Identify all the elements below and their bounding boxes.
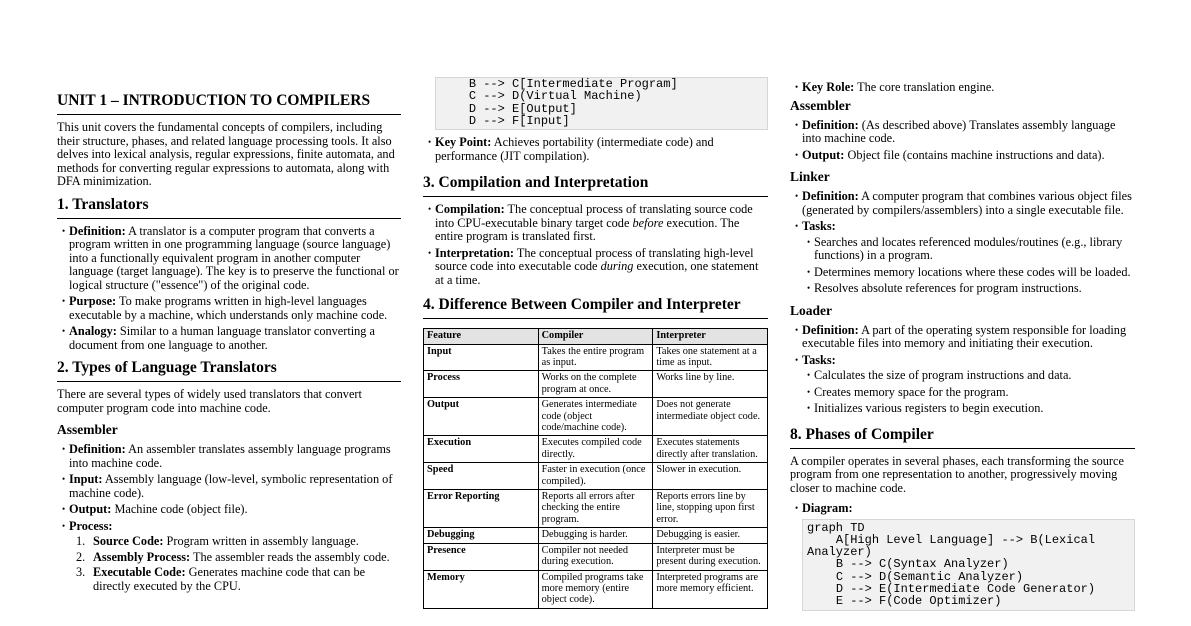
list-item: • Calculates the size of program instructions and data.: [802, 369, 1135, 383]
section-heading-types: 2. Types of Language Translators: [57, 359, 401, 382]
column-3: [790, 0, 1135, 626]
page-title: UNIT 1 – INTRODUCTION TO COMPILERS: [57, 92, 401, 115]
comparison-table: [423, 328, 768, 609]
section-heading-phases: 8. Phases of Compiler: [790, 426, 1135, 449]
table-cell-interpreter: Works line by line.: [653, 371, 768, 398]
section-heading-difference: 4. Difference Between Compiler and Interpreter: [423, 296, 768, 319]
table-row: [424, 528, 768, 543]
process-steps: [69, 535, 401, 593]
list-item: • Initializes various registers to begin execution.: [802, 402, 1135, 416]
table-cell-feature: Input: [424, 344, 539, 371]
code-block-phases: graph TD A[High Level Language] --> B(Lexical Analyzer) B --> C(Syntax Analyzer) C --> D(Semantic Analyzer) D --> E(Intermediate Code Generator) E --> F(Code Optimizer): [802, 519, 1135, 611]
table-row: [424, 463, 768, 490]
table-cell-compiler: Compiled programs take more memory (entire object code).: [538, 570, 653, 608]
linker-details: [790, 190, 1135, 296]
header-interpreter: Interpreter: [653, 329, 768, 344]
table-cell-feature: Debugging: [424, 528, 539, 543]
keyrole-list: [790, 81, 1135, 95]
table-row: [424, 344, 768, 371]
loader-tasks: [802, 369, 1135, 416]
list-item: • Creates memory space for the program.: [802, 386, 1135, 400]
header-feature: Feature: [424, 329, 539, 344]
table-cell-compiler: Debugging is harder.: [538, 528, 653, 543]
table-row: [424, 436, 768, 463]
table-row: [424, 490, 768, 528]
table-cell-compiler: Compiler not needed during execution.: [538, 543, 653, 570]
step-item: 3. Executable Code: Generates machine code that can be directly executed by the CPU.: [76, 565, 366, 593]
keypoint-list: [423, 136, 768, 163]
assembler-details: [790, 119, 1135, 163]
table-cell-feature: Process: [424, 371, 539, 398]
list-item: • Tasks: • Searches and locates referenced modules/routines (e.g., library functions) in a program. • Determines memory locations where these codes will be loaded. • Resolves absolute references for program instructions.: [790, 220, 1135, 296]
section-heading-compilation: 3. Compilation and Interpretation: [423, 174, 768, 197]
list-item: • Definition: (As described above) Translates assembly language into machine code.: [790, 119, 1135, 146]
table-cell-compiler: Generates intermediate code (object code/machine code).: [538, 398, 653, 436]
list-item: • Analogy: Similar to a human language translator converting a document from one language to another.: [57, 325, 401, 352]
phases-intro: A compiler operates in several phases, each transforming the source program from one representation to another, progressively moving closer to machine code.: [790, 453, 1124, 495]
table-cell-feature: Error Reporting: [424, 490, 539, 528]
table-cell-compiler: Takes the entire program as input.: [538, 344, 653, 371]
header-compiler: Compiler: [538, 329, 653, 344]
compilation-list: [423, 203, 768, 287]
list-item: • Resolves absolute references for program instructions.: [802, 282, 1135, 296]
table-cell-feature: Output: [424, 398, 539, 436]
table-cell-interpreter: Interpreter must be present during execution.: [653, 543, 768, 570]
table-row: [424, 543, 768, 570]
table-row: [424, 570, 768, 608]
list-item: • Interpretation: The conceptual process of translating high-level source code into executable code during execution, one statement at a time.: [423, 247, 768, 288]
table-cell-interpreter: Debugging is easier.: [653, 528, 768, 543]
list-item: • Compilation: The conceptual process of translating source code into CPU-executable binary target code before execution. The entire program is translated first.: [423, 203, 768, 244]
assembler-list: [57, 443, 401, 593]
list-item: • Definition: A translator is a computer program that converts a program written in one programming language (source language) into a functionally equivalent program in another computer language (target language). The key is to preserve the functional or logical structure ("essence") of the original code.: [57, 225, 401, 293]
list-item: • Definition: A part of the operating system responsible for loading executable files into memory and initiating their execution.: [790, 324, 1135, 351]
table-cell-interpreter: Interpreted programs are more memory efficient.: [653, 570, 768, 608]
subheading-assembler: Assembler: [790, 97, 851, 113]
column-2: [423, 0, 768, 626]
list-item: • Key Role: The core translation engine.: [790, 81, 1135, 95]
list-item: • Diagram: graph TD A[High Level Language] --> B(Lexical Analyzer) B --> C(Syntax Analyzer) C --> D(Semantic Analyzer) D --> E(Intermediate Code Generator) E --> F(Code Optimizer): [790, 502, 1135, 611]
linker-tasks: [802, 236, 1135, 296]
table-row: [424, 371, 768, 398]
types-intro: There are several types of widely used translators that convert computer program code into machine code.: [57, 387, 362, 415]
table-header-row: [424, 329, 768, 344]
subheading-assembler: Assembler: [57, 422, 118, 437]
list-item: • Tasks: • Calculates the size of program instructions and data. • Creates memory space for the program. • Initializes various registers to begin execution.: [790, 354, 1135, 416]
table-cell-interpreter: Takes one statement at a time as input.: [653, 344, 768, 371]
subheading-loader: Loader: [790, 302, 832, 318]
list-item: • Key Point: Achieves portability (intermediate code) and performance (JIT compilation).: [423, 136, 768, 163]
subheading-linker: Linker: [790, 169, 830, 184]
table-cell-interpreter: Reports errors line by line, stopping upon first error.: [653, 490, 768, 528]
table-cell-compiler: Reports all errors after checking the entire program.: [538, 490, 653, 528]
list-item: • Output: Machine code (object file).: [57, 503, 401, 517]
table-cell-feature: Presence: [424, 543, 539, 570]
table-cell-feature: Memory: [424, 570, 539, 608]
diagram-list: [790, 502, 1135, 611]
table-row: [424, 398, 768, 436]
list-item: • Process: 1. Source Code: Program written in assembly language. 2. Assembly Process: The assembler reads the assembly code. 3. Executable Code: Generates machine code that can be directly executed by the CPU.: [57, 520, 401, 594]
list-item: • Searches and locates referenced modules/routines (e.g., library functions) in a program.: [802, 236, 1135, 263]
table-cell-compiler: Faster in execution (once compiled).: [538, 463, 653, 490]
translators-list: [57, 225, 401, 353]
table-cell-interpreter: Does not generate intermediate object code.: [653, 398, 768, 436]
list-item: • Definition: A computer program that combines various object files (generated by compilers/assemblers) into a single executable file.: [790, 190, 1135, 217]
table-cell-compiler: Works on the complete program at once.: [538, 371, 653, 398]
list-item: • Determines memory locations where these codes will be loaded.: [802, 266, 1135, 280]
column-1: [57, 0, 401, 626]
table-cell-feature: Execution: [424, 436, 539, 463]
table-cell-feature: Speed: [424, 463, 539, 490]
loader-details: [790, 324, 1135, 416]
step-item: 2. Assembly Process: The assembler reads the assembly code.: [76, 549, 390, 564]
table-cell-compiler: Executes compiled code directly.: [538, 436, 653, 463]
table-cell-interpreter: Slower in execution.: [653, 463, 768, 490]
step-item: 1. Source Code: Program written in assembly language.: [76, 534, 359, 548]
list-item: • Definition: An assembler translates assembly language programs into machine code.: [57, 443, 401, 470]
section-heading-translators: 1. Translators: [57, 196, 401, 219]
list-item: • Output: Object file (contains machine instructions and data).: [790, 149, 1135, 163]
intro-paragraph: This unit covers the fundamental concepts of compilers, including their structure, phases, and related language processing tools. It also delves into lexical analysis, regular expressions, finite automata, and methods for converting regular expressions to automata, along with DFA minimization.: [57, 120, 395, 188]
list-item: • Purpose: To make programs written in high-level languages executable by a machine, which understands only machine code.: [57, 295, 401, 322]
code-block-portability: B --> C[Intermediate Program] C --> D(Virtual Machine) D --> E[Output] D --> F[Input]: [435, 77, 768, 130]
table-cell-interpreter: Executes statements directly after translation.: [653, 436, 768, 463]
list-item: • Input: Assembly language (low-level, symbolic representation of machine code).: [57, 473, 401, 500]
